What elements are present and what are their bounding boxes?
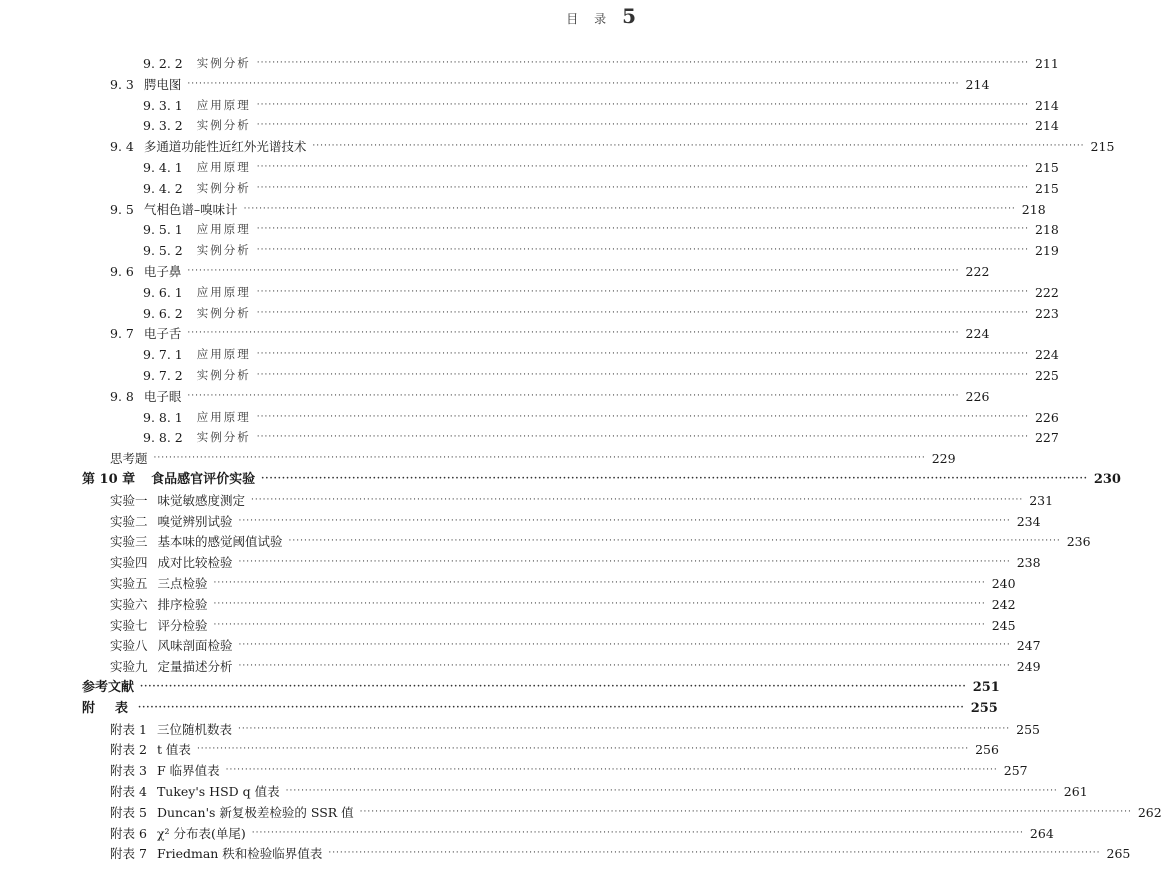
toc-entry-number: 9. 8. 1 (143, 409, 183, 425)
toc-entry-page: 215 (1034, 160, 1059, 175)
toc-entry-page: 230 (1093, 472, 1121, 487)
toc-entry-number: 9. 4. 1 (143, 160, 183, 175)
toc-entry-title: 实例分析 (196, 56, 251, 70)
toc-entry-number: 实验四 (110, 555, 148, 571)
toc-entry-page: 262 (1137, 804, 1162, 820)
toc-entry-title: 实例分析 (196, 243, 251, 258)
toc-leader-dots: ········································································································································································································ (237, 723, 1011, 734)
toc-entry-page: 249 (1016, 659, 1041, 675)
toc-entry[interactable] (0, 511, 1041, 532)
toc-entry-page: 225 (1034, 368, 1059, 383)
toc-entry-number: 9. 8 (110, 388, 134, 404)
toc-leader-dots: ········································································································································································································ (225, 765, 998, 776)
toc-entry-number: 9. 7. 2 (143, 368, 183, 383)
toc-entry-page: 234 (1016, 513, 1041, 529)
toc-entry-title: 实例分析 (196, 305, 251, 320)
toc-entry-number: 9. 5. 2 (143, 243, 183, 259)
toc-entry[interactable] (0, 490, 1054, 511)
toc-entry-number: 实验一 (110, 492, 148, 508)
toc-entry[interactable] (0, 95, 1059, 116)
toc-entry-number: 9. 8. 2 (143, 430, 183, 446)
toc-entry-title: 参考文献 (82, 680, 135, 695)
toc-entry-number: 9. 3. 2 (143, 118, 183, 134)
toc-entry[interactable] (0, 323, 990, 344)
toc-entry-page: 265 (1106, 846, 1131, 862)
toc-leader-dots: ········································································································································································································ (187, 390, 960, 401)
toc-entry-title: 三点检验 (157, 576, 208, 591)
toc-entry[interactable] (0, 677, 1000, 698)
toc-entry[interactable] (0, 781, 1088, 802)
toc-entry[interactable] (0, 261, 990, 282)
toc-entry-page: 224 (1034, 347, 1059, 363)
toc-entry-number: 9. 7. 1 (143, 347, 183, 363)
toc-leader-dots: ········································································································································································································ (256, 245, 1029, 256)
page-header (566, 4, 636, 28)
toc-entry[interactable] (0, 157, 1059, 178)
toc-entry-number: 实验二 (110, 513, 148, 529)
toc-entry-page: 251 (972, 680, 1000, 695)
toc-entry-title: 嗅觉辨别试验 (157, 513, 233, 529)
toc-entry-title: 三位随机数表 (156, 721, 232, 737)
toc-entry[interactable] (0, 698, 998, 719)
toc-entry[interactable] (0, 344, 1059, 365)
toc-entry[interactable] (0, 531, 1091, 552)
toc-entry[interactable] (0, 303, 1059, 324)
toc-entry-page: 223 (1034, 305, 1059, 321)
toc-leader-dots: ········································································································································································································ (256, 182, 1029, 193)
toc-entry-number: 9. 6. 2 (143, 305, 183, 321)
toc-entry-page: 247 (1016, 638, 1041, 654)
toc-leader-dots: ········································································································································································································ (213, 619, 986, 630)
toc-entry-number: 实验五 (110, 576, 148, 591)
toc-leader-dots: ········································································································································································································ (256, 432, 1029, 443)
toc-entry-page: 242 (991, 596, 1016, 612)
toc-leader-dots: ········································································································································································································ (288, 536, 1061, 547)
toc-entry[interactable] (0, 615, 1016, 636)
toc-entry[interactable] (0, 178, 1059, 199)
toc-entry[interactable] (0, 240, 1059, 261)
toc-leader-dots: ········································································································································································································ (312, 141, 1085, 152)
toc-entry-page: 229 (931, 451, 956, 467)
toc-entry-number: 附表 7 (110, 846, 147, 862)
toc-entry-number: 9. 5 (110, 201, 134, 217)
toc-entry-number: 9. 3 (110, 76, 134, 92)
toc-leader-dots: ········································································································································································································ (238, 557, 1011, 568)
toc-entry-title: 附表 (82, 700, 149, 716)
toc-entry-title: 应用原理 (196, 160, 251, 174)
toc-entry[interactable] (0, 719, 1040, 740)
toc-entry-page: 224 (965, 326, 990, 342)
toc-entry-number: 实验八 (110, 638, 148, 654)
toc-entry-title: 食品感官评价实验 (151, 472, 256, 487)
toc-entry-number: 实验六 (110, 596, 148, 612)
toc-entry-number: 实验三 (110, 534, 148, 550)
toc-entry[interactable] (0, 74, 990, 95)
toc-entry-number: 思考题 (110, 451, 148, 467)
toc-entry-title: 气相色谱–嗅味计 (143, 201, 238, 217)
toc-entry-number: 附表 6 (110, 825, 147, 841)
toc-entry-number: 实验七 (110, 617, 148, 633)
toc-leader-dots: ········································································································································································································ (243, 203, 1016, 214)
toc-entry-number: 实验九 (110, 659, 148, 675)
toc-entry-page: 255 (1016, 721, 1040, 737)
toc-leader-dots: ········································································································································································································ (238, 661, 1011, 672)
toc-entry[interactable] (0, 469, 1121, 490)
toc-entry-title: Duncan's 新复极差检验的 SSR 值 (156, 804, 354, 820)
toc-leader-dots: ········································································································································································································ (256, 58, 1029, 68)
toc-entry-page: 222 (965, 264, 990, 279)
toc-entry[interactable] (0, 802, 1162, 823)
toc-leader-dots: ········································································································································································································ (213, 578, 986, 588)
toc-entry-title: 评分检验 (157, 617, 208, 633)
toc-leader-dots: ········································································································································································································ (256, 162, 1029, 172)
toc-leader-dots: ········································································································································································································ (196, 744, 970, 755)
toc-leader-dots: ········································································································································································································ (140, 682, 967, 692)
toc-entry-title: 电子舌 (143, 326, 182, 342)
toc-leader-dots: ········································································································································································································ (138, 702, 965, 713)
toc-entry[interactable] (0, 448, 956, 469)
toc-entry[interactable] (0, 219, 1059, 240)
toc-entry[interactable] (0, 282, 1059, 303)
toc-leader-dots: ········································································································································································································ (238, 640, 1011, 651)
toc-entry[interactable] (0, 53, 1059, 74)
toc-entry-page: 256 (975, 742, 999, 758)
toc-leader-dots: ········································································································································································································ (187, 328, 960, 339)
header-title: 目 录 (566, 12, 613, 26)
toc-entry-title: 实例分析 (196, 430, 251, 445)
toc-entry-number: 附表 1 (110, 721, 147, 737)
toc-entry-number: 9. 6 (110, 264, 134, 279)
header-page-number: 5 (622, 4, 636, 28)
toc-entry-title: 味觉敏感度测定 (157, 492, 246, 508)
toc-entry-page: 211 (1034, 56, 1059, 71)
toc-entry-page: 236 (1066, 534, 1091, 550)
toc-entry[interactable] (0, 552, 1041, 573)
toc-entry-page: 214 (965, 76, 990, 92)
toc-leader-dots: ········································································································································································································ (187, 78, 960, 89)
toc-leader-dots: ········································································································································································································ (238, 515, 1011, 526)
toc-entry[interactable] (0, 386, 990, 407)
toc-leader-dots: ········································································································································································································ (251, 827, 1024, 838)
toc-leader-dots: ········································································································································································································ (256, 99, 1029, 110)
toc-entry-number: 9. 6. 1 (143, 284, 183, 300)
toc-entry-title: 基本味的感觉阈值试验 (157, 534, 283, 550)
toc-entry-page: 222 (1034, 284, 1059, 300)
toc-entry-title: F 临界值表 (156, 763, 220, 779)
toc-entry-number: 附表 3 (110, 763, 147, 779)
toc-entry-title: Friedman 秩和检验临界值表 (156, 846, 323, 862)
toc-leader-dots: ········································································································································································································ (256, 349, 1029, 360)
toc-entry-page: 240 (991, 576, 1016, 591)
toc-entry-title: 电子鼻 (143, 264, 182, 279)
toc-entry-page: 245 (991, 617, 1016, 633)
toc-entry-title: t 值表 (156, 742, 191, 758)
toc-entry[interactable] (0, 199, 1046, 220)
toc-entry-page: 255 (970, 700, 998, 716)
toc-entry-number: 9. 5. 1 (143, 222, 183, 238)
toc-entry-title: 应用原理 (196, 409, 251, 424)
toc-entry-page: 218 (1034, 222, 1059, 238)
toc-entry-title: 风味剖面检验 (157, 638, 233, 654)
toc-entry-page: 218 (1021, 201, 1046, 217)
toc-entry[interactable] (0, 739, 999, 760)
toc-leader-dots: ········································································································································································································ (285, 786, 1058, 796)
toc-entry-number: 附表 4 (110, 784, 147, 799)
toc-entry-number: 9. 4 (110, 139, 134, 155)
toc-entry-page: 215 (1034, 180, 1059, 196)
toc-entry[interactable] (0, 823, 1054, 844)
toc-entry[interactable] (0, 573, 1016, 594)
toc-entry-title: χ² 分布表(单尾) (156, 825, 246, 841)
toc-entry-page: 214 (1034, 118, 1059, 134)
toc-entry-title: 定量描述分析 (157, 659, 233, 675)
toc-leader-dots: ········································································································································································································ (256, 370, 1029, 380)
toc-entry-number: 9. 4. 2 (143, 180, 183, 196)
toc-entry-page: 231 (1029, 492, 1054, 508)
toc-leader-dots: ········································································································································································································ (359, 806, 1132, 817)
toc-leader-dots: ········································································································································································································ (187, 266, 960, 276)
toc-entry-page: 264 (1029, 825, 1054, 841)
toc-entry[interactable] (0, 843, 1131, 864)
toc-leader-dots: ········································································································································································································ (328, 848, 1101, 859)
toc-entry-title: 排序检验 (157, 596, 208, 612)
toc-entry-title: Tukey's HSD q 值表 (156, 784, 280, 799)
toc-entry-page: 215 (1090, 139, 1115, 155)
toc-entry[interactable] (0, 635, 1041, 656)
toc-entry-title: 实例分析 (196, 180, 251, 195)
toc-leader-dots: ········································································································································································································ (256, 307, 1029, 318)
toc-entry-title: 应用原理 (196, 222, 251, 237)
toc-entry-number: 9. 3. 1 (143, 97, 183, 113)
toc-entry[interactable] (0, 594, 1016, 615)
toc-entry-title: 成对比较检验 (157, 555, 233, 571)
toc-leader-dots: ········································································································································································································ (213, 598, 986, 609)
toc-entry-page: 226 (1034, 409, 1059, 425)
toc-entry-page: 227 (1034, 430, 1059, 446)
toc-leader-dots: ········································································································································································································ (256, 286, 1029, 297)
toc-entry-title: 实例分析 (196, 118, 251, 133)
toc-leader-dots: ········································································································································································································ (251, 494, 1024, 505)
toc-leader-dots: ········································································································································································································ (256, 224, 1029, 235)
toc-entry-page: 214 (1034, 97, 1059, 113)
toc-entry[interactable] (0, 365, 1059, 386)
toc-entry-page: 219 (1034, 243, 1059, 259)
toc-leader-dots: ········································································································································································································ (256, 120, 1029, 131)
toc-entry-page: 261 (1063, 784, 1088, 799)
toc-entry-page: 238 (1016, 555, 1041, 571)
toc-entry-title: 电子眼 (143, 388, 182, 404)
toc-entry-title: 应用原理 (196, 284, 251, 299)
toc-entry-number: 9. 7 (110, 326, 134, 342)
toc-entry[interactable] (0, 760, 1028, 781)
toc-entry-title: 应用原理 (196, 347, 251, 362)
toc-entry[interactable] (0, 136, 1115, 157)
toc-leader-dots: ········································································································································································································ (261, 474, 1088, 484)
toc-entry[interactable] (0, 427, 1059, 448)
toc-entry-number: 9. 2. 2 (143, 56, 183, 71)
toc-entry-page: 226 (965, 388, 990, 404)
toc-entry-page: 257 (1003, 763, 1028, 779)
toc-entry-title: 腭电图 (143, 76, 182, 92)
toc-entry-number: 第 10 章 (82, 472, 136, 487)
toc-leader-dots: ········································································································································································································ (153, 453, 926, 464)
toc-entry-title: 多通道功能性近红外光谱技术 (143, 139, 307, 155)
toc-entry[interactable] (0, 115, 1059, 136)
toc-entry-number: 附表 5 (110, 804, 147, 820)
toc-entry[interactable] (0, 407, 1059, 428)
toc-entry-title: 实例分析 (196, 368, 251, 382)
toc-entry[interactable] (0, 656, 1041, 677)
toc-entry-number: 附表 2 (110, 742, 147, 758)
toc-leader-dots: ········································································································································································································ (256, 411, 1029, 422)
toc-entry-title: 应用原理 (196, 97, 251, 112)
